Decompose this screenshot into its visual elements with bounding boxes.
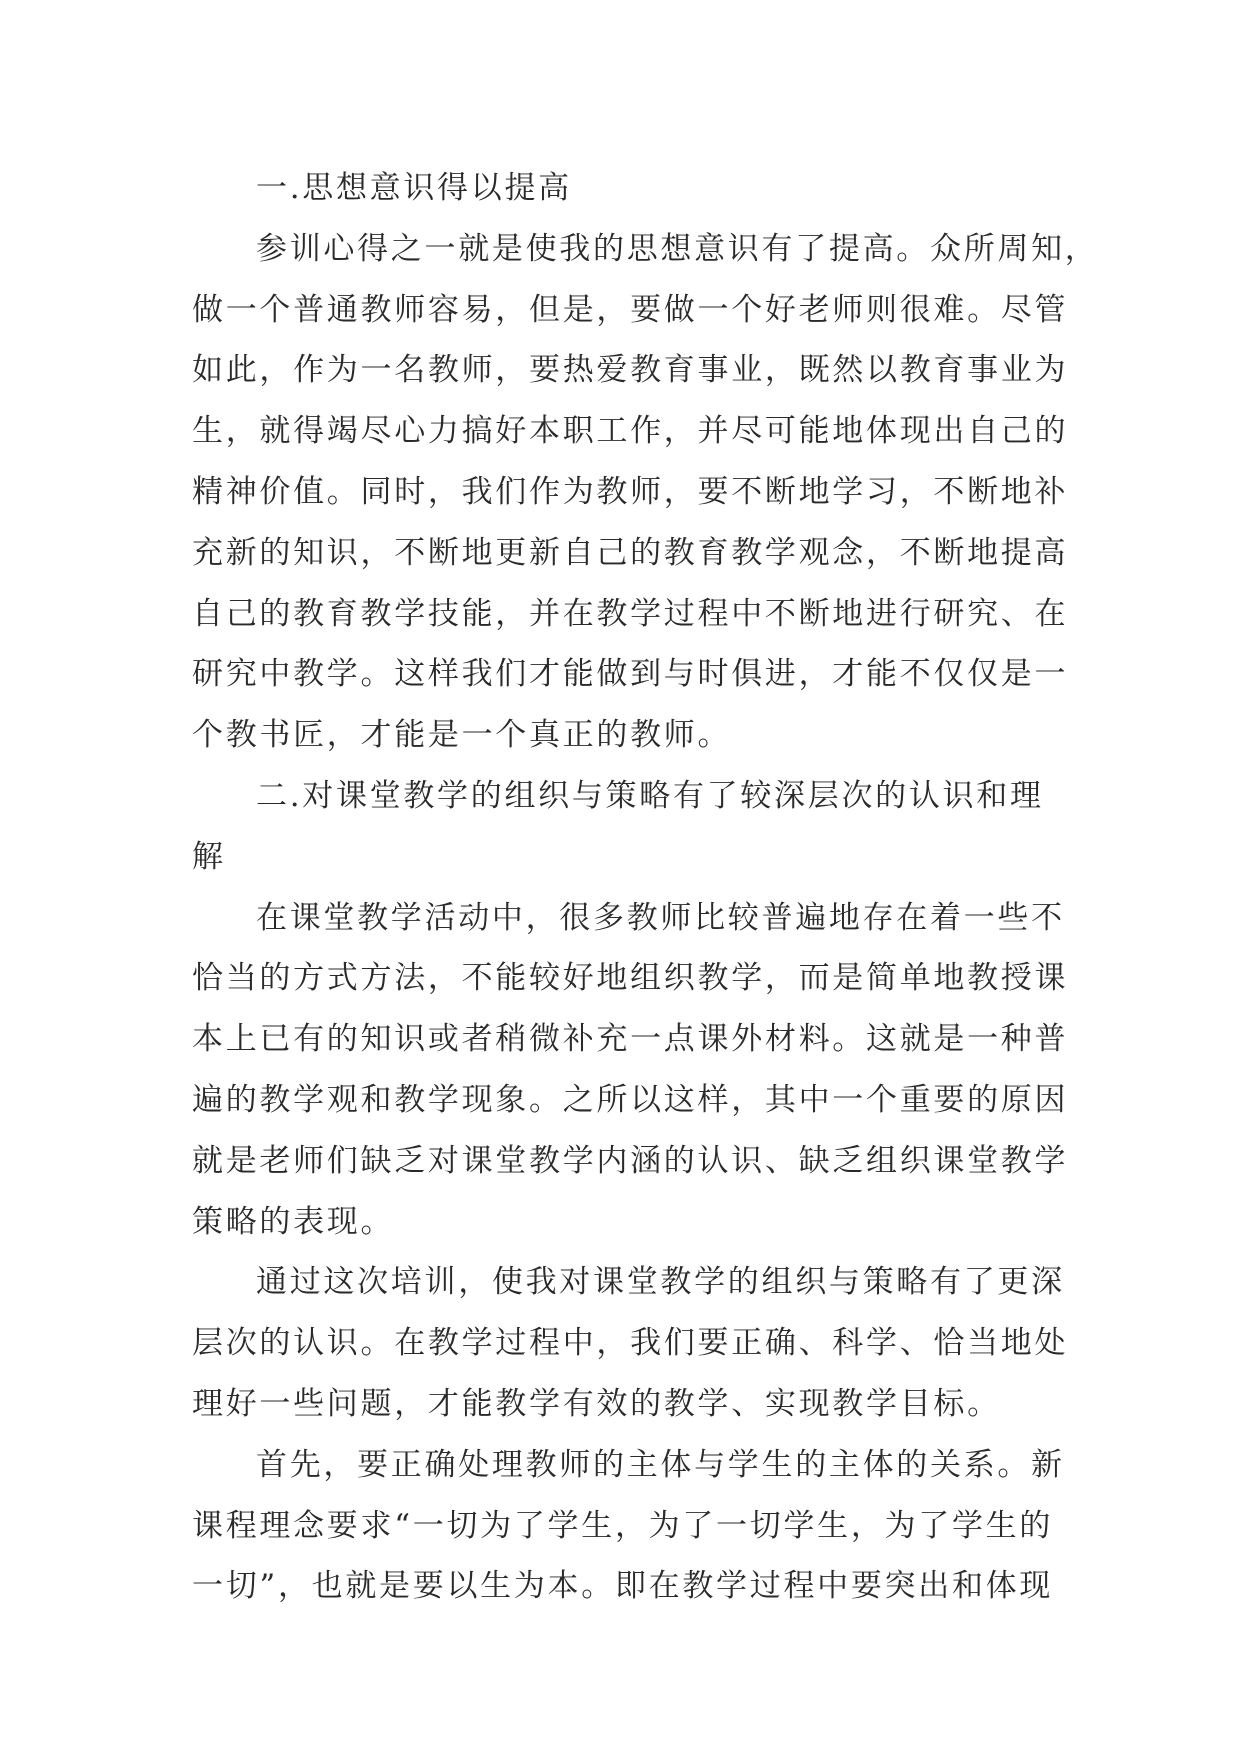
paragraph-line: 研究中教学。这样我们才能做到与时俱进，才能不仅仅是一 bbox=[192, 656, 1069, 693]
section-heading-2: 二.对课堂教学的组织与策略有了较深层次的认识和理 bbox=[256, 777, 1044, 814]
paragraph-line: 精神价值。同时，我们作为教师，要不断地学习，不断地补 bbox=[192, 473, 1069, 510]
paragraph-line: 充新的知识，不断地更新自己的教育教学观念，不断地提高 bbox=[192, 534, 1069, 571]
paragraph-line: 层次的认识。在教学过程中，我们要正确、科学、恰当地处 bbox=[192, 1325, 1069, 1362]
paragraph-line: 在课堂教学活动中，很多教师比较普遍地存在着一些不 bbox=[256, 899, 1065, 936]
paragraph-line: 通过这次培训，使我对课堂教学的组织与策略有了更深 bbox=[256, 1264, 1065, 1301]
paragraph-line: 做一个普通教师容易，但是，要做一个好老师则很难。尽管 bbox=[192, 291, 1069, 328]
paragraph-line: 理好一些问题，才能教学有效的教学、实现教学目标。 bbox=[192, 1385, 1001, 1422]
paragraph-line: 首先，要正确处理教师的主体与学生的主体的关系。新 bbox=[256, 1446, 1065, 1483]
paragraph-line: 遍的教学观和教学现象。之所以这样，其中一个重要的原因 bbox=[192, 1081, 1069, 1118]
paragraph-line: 生，就得竭尽心力搞好本职工作，并尽可能地体现出自己的 bbox=[192, 413, 1069, 450]
paragraph-line: 恰当的方式方法，不能较好地组织教学，而是简单地教授课 bbox=[192, 960, 1069, 997]
paragraph-line: 参训心得之一就是使我的思想意识有了提高。众所周知， bbox=[256, 230, 1099, 267]
paragraph-line: 一切”，也就是要以生为本。即在教学过程中要突出和体现 bbox=[192, 1568, 1054, 1605]
paragraph-line: 本上已有的知识或者稍微补充一点课外材料。这就是一种普 bbox=[192, 1021, 1069, 1058]
document-body bbox=[192, 158, 1099, 1617]
section-heading-1: 一.思想意识得以提高 bbox=[256, 170, 572, 206]
section-heading-2-continued: 解 bbox=[192, 838, 226, 875]
paragraph-line: 策略的表现。 bbox=[192, 1203, 395, 1240]
paragraph-line: 自己的教育教学技能，并在教学过程中不断地进行研究、在 bbox=[192, 595, 1069, 632]
paragraph-line: 如此，作为一名教师，要热爱教育事业，既然以教育事业为 bbox=[192, 352, 1069, 389]
paragraph-line: 个教书匠，才能是一个真正的教师。 bbox=[192, 717, 732, 754]
paragraph-line: 课程理念要求“一切为了学生，为了一切学生，为了学生的 bbox=[192, 1507, 1054, 1544]
paragraph-line: 就是老师们缺乏对课堂教学内涵的认识、缺乏组织课堂教学 bbox=[192, 1142, 1069, 1179]
